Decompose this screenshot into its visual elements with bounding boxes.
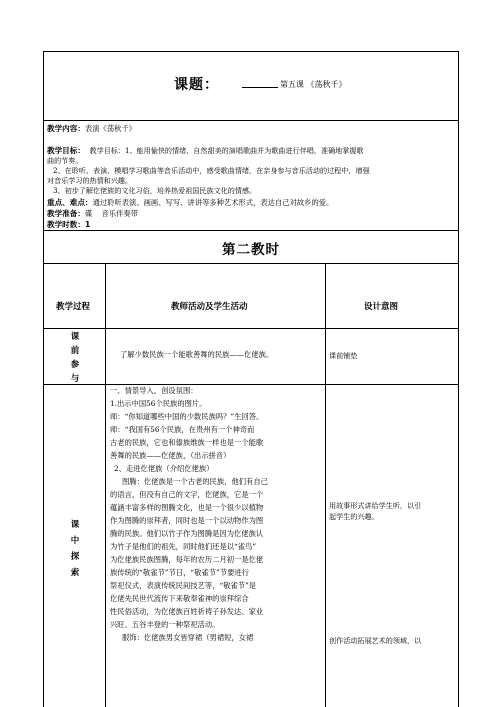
lesson-name: 第五课 《荡秋千》 xyxy=(280,80,347,89)
goals-line-1 xyxy=(47,146,364,156)
key-label: 重点、难点： xyxy=(47,198,93,207)
activity-pre-class: 了解少数民族一个能歌善舞的民族——仡佬族。 xyxy=(120,350,274,359)
column-header-activity: 教师活动及学生活动 xyxy=(171,302,248,312)
divider xyxy=(44,120,458,121)
divider xyxy=(44,384,458,385)
prep-line xyxy=(47,209,138,219)
content-label: 教学内容： xyxy=(47,124,85,133)
prep-label: 教学准备： xyxy=(47,209,85,218)
title-blank-underline xyxy=(242,87,278,88)
column-divider xyxy=(325,263,326,707)
section-title: 第二教时 xyxy=(222,242,280,258)
stage-pre-class: 课 前 参 与 xyxy=(70,332,80,384)
prep-value: 碟 音乐伴奏带 xyxy=(84,209,139,218)
hours-line xyxy=(47,220,90,230)
page-title: 课题： xyxy=(174,77,219,93)
divider xyxy=(44,230,458,231)
key-line xyxy=(47,198,333,208)
title-row xyxy=(44,52,458,120)
intent-pre-class: 课前铺垫 xyxy=(329,351,358,360)
goals-line-4: 对音乐学习的热情和兴趣。 xyxy=(47,176,133,185)
key-value: 通过聆听表演、画画、写写、讲讲等多种艺术形式，表达自己对故乡的爱。 xyxy=(92,198,334,207)
goals-text-1: 教学目标：1、能用愉快的情绪，自然甜美的演唱歌曲并为歌曲进行伴唱，准确地掌握歌 xyxy=(89,146,364,155)
lesson-plan-table: 课题： 第五课 《荡秋千》 教学内容：表演《荡秋千》 教学目标： 教学目标：1、能用愉快的情绪，自然甜美的演唱歌曲并为歌曲进行伴唱，准确地掌握歌 曲的节奏。 2、在聆听、表演、模唱学习歌曲等音乐活动中，感受歌曲情绪，在亲身参与音乐活动的过程中，增强 对音乐学习的热情和兴趣。 3、初步了解仡佬族的文化习俗，培养热爱祖国民族文化的情感。 重点、难点：通过聆听表演、画画、写写、讲讲等多种艺术形式，表达自己对故乡的爱。 教学准备：碟 音乐伴奏带 教学时数：1 第二教时 教学过程 教师活动及学生活动 设计意图 课 前 参 与 了解少数民族一个能歌善舞的民族——仡佬族。 课前铺垫 课 中 探 索 一、情景导入，创设氛围： 1.出示中国56个民族的图片。 师：“你知道哪些中国的少数民族吗？”生回答。 师：“我国有56个民族，在贵州有一个神奇而 古老的民族，它也和傣族维族一样也是一个能歌 善舞的民族——仡佬族，（出示拼音） 2、走进仡佬族（介绍仡佬族） 图腾：仡佬族是一个古老的民族，他们有自己 的语言，但没有自己的文字，仡佬族，它是一个 蕴涵丰富多样的图腾文化，也是一个很少以植物 作为图腾的崇拜者，同时也是一个以动物作为图 腾的民族。他们以竹子作为图腾是因为仡佬族认 为竹子是他们的祖先，同时他们还是以“雀鸟” 为仡佬族民族图腾，每年的农历二月初一是仡佬 族传统的“敬雀节”节日，“敬雀节”节要进行 祭祀仪式，表演传统民间技艺等，“敬雀节”是 仡佬先民世代流传下来敬奉雀神的崇拜综合 性民俗活动，为仡佬族百姓祈祷子孙发达、家业 兴旺、五谷丰登的一种祭祀活动。 服饰：仡佬族男女皆穿裙（男裙短，女裙 用故事形式讲给学生听，以引 起学生的兴趣。 创作活动拓展艺术的领域，以 xyxy=(43,51,459,707)
goals-line-3: 2、在聆听、表演、模唱学习歌曲等音乐活动中，感受歌曲情绪，在亲身参与音乐活动的过程中，增强 xyxy=(53,166,370,175)
column-header-intent: 设计意图 xyxy=(364,302,399,312)
stage-in-class: 课 中 探 索 xyxy=(70,520,80,578)
content-line xyxy=(47,124,136,134)
column-divider xyxy=(105,263,106,707)
hours-label: 教学时数： xyxy=(47,220,85,229)
divider xyxy=(44,328,458,329)
goals-line-5: 3、初步了解仡佬族的文化习俗，培养热爱祖国民族文化的情感。 xyxy=(53,186,257,195)
column-header-process: 教学过程 xyxy=(56,302,91,312)
divider xyxy=(44,263,458,264)
content-value: 表演《荡秋千》 xyxy=(84,124,137,133)
hours-value: 1 xyxy=(84,220,91,229)
goals-label: 教学目标： xyxy=(47,146,85,155)
goals-line-2: 曲的节奏。 xyxy=(47,156,83,165)
